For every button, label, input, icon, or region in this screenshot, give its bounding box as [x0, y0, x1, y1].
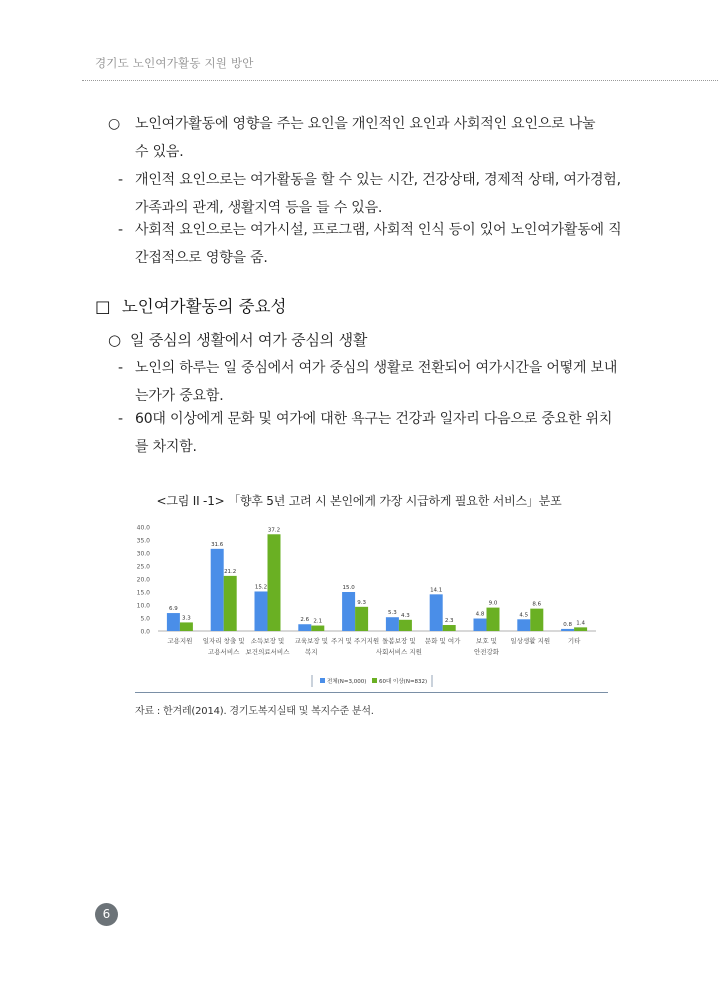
data-label: 0.8 [563, 621, 572, 628]
dash-bullet: - [118, 172, 123, 188]
data-label: 21.2 [224, 568, 237, 575]
bar [487, 608, 500, 631]
x-tick-label: 일자리 창출 및 [202, 637, 245, 645]
paragraph-line: 60대 이상에게 문화 및 여가에 대한 욕구는 건강과 일자리 다음으로 중요한 위치 [135, 411, 613, 427]
x-tick-label: 복지 [305, 648, 318, 656]
bar [255, 591, 268, 631]
paragraph-line: 개인적 요인으로는 여가활동을 할 수 있는 시간, 건강상태, 경제적 상태, 여가경험, [135, 172, 621, 188]
bar [180, 622, 193, 631]
legend-label: 60대 이상(N=832) [379, 679, 428, 685]
bar [574, 627, 587, 631]
legend-label: 전체(N=3,000) [327, 679, 367, 685]
subsection-heading [108, 326, 367, 354]
bar [430, 594, 443, 631]
y-tick-label: 35.0 [136, 537, 150, 545]
dash-bullet: - [118, 360, 123, 376]
paragraph-factors-intro [108, 110, 595, 166]
paragraph-personal-factors [118, 166, 621, 222]
y-tick-label: 5.0 [140, 615, 150, 623]
bar [443, 625, 456, 631]
bar [167, 613, 180, 631]
data-label: 6.9 [169, 606, 178, 613]
bar [268, 534, 281, 631]
y-tick-label: 40.0 [136, 524, 150, 532]
data-label: 15.2 [254, 584, 268, 591]
bar [386, 617, 399, 631]
bar [342, 592, 355, 631]
bar [474, 619, 487, 631]
data-label: 1.4 [576, 620, 585, 627]
paragraph-line: 수 있음. [135, 144, 184, 160]
bar [530, 609, 543, 631]
data-label: 3.3 [182, 615, 191, 622]
data-label: 2.3 [444, 618, 454, 625]
y-tick-label: 25.0 [136, 563, 150, 571]
x-tick-label: 기타 [567, 637, 581, 645]
data-label: 31.6 [211, 541, 224, 548]
figure-bottom-rule [135, 692, 608, 693]
y-tick-label: 20.0 [136, 576, 150, 584]
y-tick-label: 0.0 [140, 628, 150, 636]
x-tick-label: 안전강화 [473, 648, 500, 656]
page-header: 경기도 노인여가활동 지원 방안 [95, 56, 254, 70]
legend-swatch [320, 678, 325, 683]
dash-bullet: - [118, 411, 123, 427]
x-tick-label: 문화 및 여가 [424, 637, 461, 645]
square-bullet: □ [95, 297, 111, 316]
data-label: 9.0 [488, 600, 498, 607]
bar [224, 576, 237, 631]
subsection-heading-text: 일 중심의 생활에서 여가 중심의 생활 [130, 331, 368, 349]
x-tick-label: 보호 및 [476, 637, 497, 645]
bar [211, 549, 224, 631]
data-label: 14.1 [430, 587, 443, 594]
bar [311, 626, 324, 631]
data-label: 5.3 [388, 610, 397, 617]
x-tick-label: 보건의료서비스 [245, 648, 290, 656]
bar [399, 620, 412, 631]
x-tick-label: 교육보장 및 [294, 637, 329, 645]
figure-title: <그림 II -1> 「향후 5년 고려 시 본인에게 가장 시급하게 필요한 서비스」분포 [156, 494, 562, 508]
data-label: 37.2 [267, 527, 281, 534]
legend-swatch [372, 678, 377, 683]
data-label: 9.3 [357, 599, 366, 606]
bar [298, 624, 311, 631]
x-tick-label: 소득보장 및 [250, 637, 285, 645]
circle-bullet: ○ [108, 116, 121, 132]
paragraph-social-factors [118, 216, 621, 272]
x-tick-label: 사회서비스 지원 [375, 648, 422, 656]
x-tick-label: 일상생활 지원 [510, 637, 551, 645]
paragraph-line: 간접적으로 영향을 줌. [135, 250, 268, 266]
bar [517, 619, 530, 631]
data-label: 2.6 [300, 617, 310, 624]
circle-bullet: ○ [108, 331, 121, 349]
paragraph-line: 사회적 요인으로는 여가시설, 프로그램, 사회적 인식 등이 있어 노인여가활동에 직 [135, 222, 622, 238]
data-label: 2.1 [313, 618, 323, 625]
paragraph-line: 를 차지함. [135, 439, 197, 455]
x-tick-label: 고용지원 [167, 637, 193, 645]
x-tick-label: 돌봄보장 및 [382, 637, 416, 645]
figure-source: 자료 : 한겨레(2014). 경기도복지실태 및 복지수준 분석. [135, 706, 374, 717]
y-tick-label: 10.0 [136, 602, 150, 610]
service-needs-bar-chart [130, 515, 610, 693]
y-tick-label: 30.0 [136, 550, 150, 558]
data-label: 15.0 [342, 585, 355, 591]
section-heading [95, 293, 286, 317]
paragraph-line: 노인의 하루는 일 중심에서 여가 중심의 생활로 전환되어 여가시간을 어떻게 보내 [135, 360, 618, 376]
y-tick-label: 15.0 [136, 589, 150, 597]
paragraph-daily-life [118, 354, 617, 410]
data-label: 8.6 [532, 601, 542, 608]
x-tick-label: 주거 및 주거지원 [331, 637, 380, 645]
header-divider [82, 80, 718, 81]
dash-bullet: - [118, 222, 123, 238]
data-label: 4.5 [519, 612, 529, 619]
page-number: 6 [95, 903, 118, 926]
paragraph-line: 는가가 중요함. [135, 388, 224, 404]
data-label: 4.8 [475, 611, 485, 618]
section-heading-text: 노인여가활동의 중요성 [121, 297, 287, 316]
data-label: 4.3 [401, 612, 410, 619]
bar [561, 629, 574, 631]
paragraph-line: 가족과의 관계, 생활지역 등을 들 수 있음. [135, 200, 383, 216]
x-tick-label: 고용서비스 [207, 648, 240, 656]
paragraph-leisure-needs [118, 405, 612, 461]
bar [355, 607, 368, 631]
paragraph-line: 노인여가활동에 영향을 주는 요인을 개인적인 요인과 사회적인 요인으로 나눌 [135, 116, 596, 132]
